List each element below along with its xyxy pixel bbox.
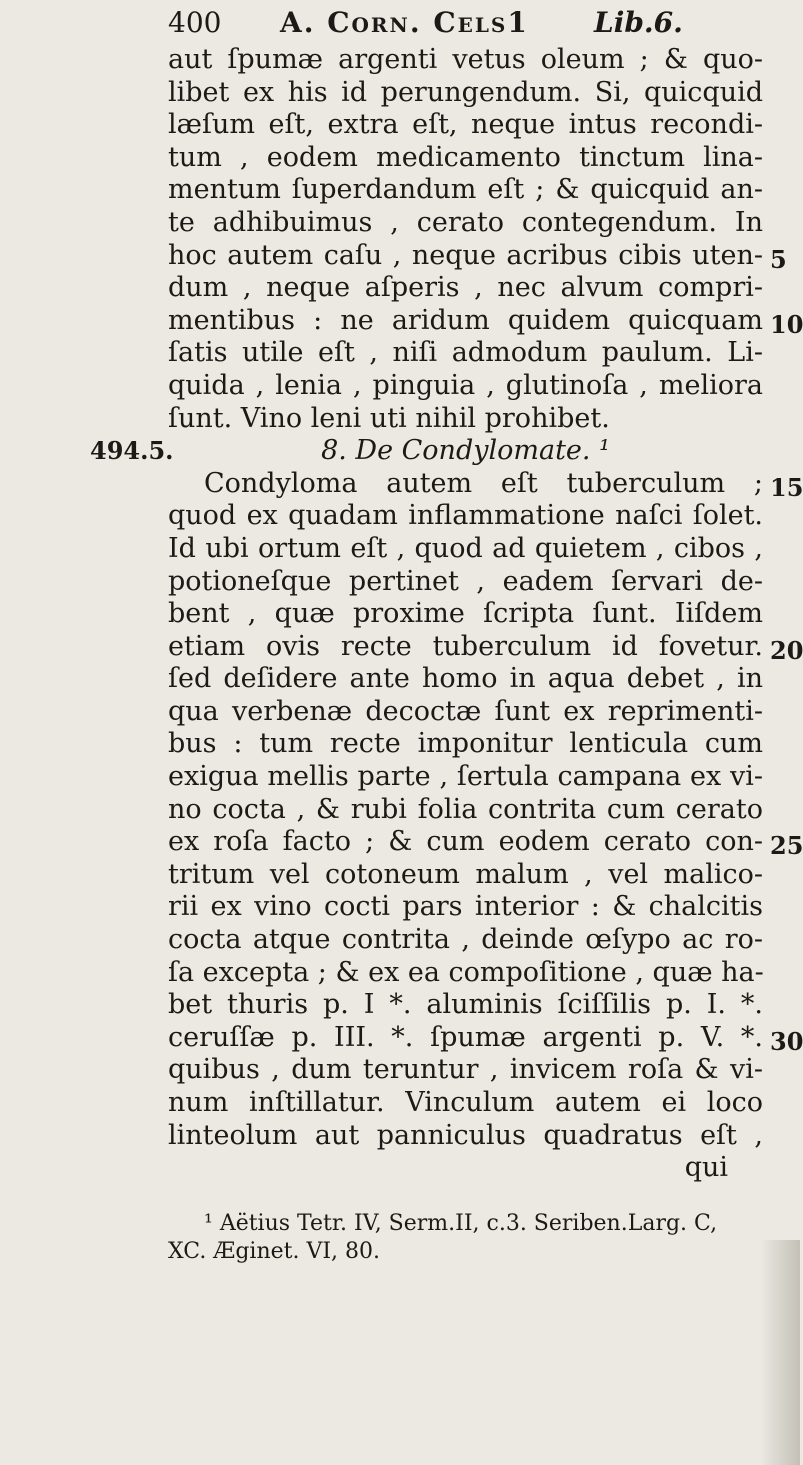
text-line: quod ex quadam inflammatione naſci ſolet.: [168, 500, 763, 532]
text-line: exigua mellis parte , ſertula campana ex vi-: [168, 761, 763, 793]
body-text: [168, 44, 763, 1185]
text-line: Condyloma autem eſt tuberculum ;: [204, 467, 763, 499]
text-line: ſatis utile eſt , niſi admodum paulum. Li-: [168, 337, 763, 369]
section-heading: 8. De Condylomate. ¹: [321, 435, 610, 467]
line-number-5: 5: [770, 245, 787, 274]
text-line: quibus , dum teruntur , invicem roſa & vi-: [168, 1054, 763, 1086]
text-line: etiam ovis recte tuberculum id fovetur.: [168, 630, 763, 662]
text-line: aut ſpumæ argenti vetus oleum ; & quo-: [168, 44, 763, 75]
book-reference: Lib.6.: [594, 6, 683, 39]
line-number-15: 15: [770, 473, 803, 502]
text-line: ſa excepta ; & ex ea compoſitione , quæ ha-: [168, 956, 764, 988]
text-line: tum , eodem medicamento tinctum lina-: [168, 141, 763, 173]
footnote-line: ¹ Aëtius Tetr. IV, Serm.II, c.3. Seriben.Larg. C,: [204, 1211, 718, 1236]
text-line: potioneſque pertinet , eadem ſervari de-: [168, 565, 763, 597]
page-edge-shadow: [760, 1240, 800, 1465]
text-line: mentibus : ne aridum quidem quicquam: [168, 304, 763, 336]
text-line: libet ex his id perungendum. Si, quicquid: [168, 76, 763, 108]
text-line: linteolum aut panniculus quadratus eſt ,: [168, 1119, 763, 1151]
text-line: mentum ſuperdandum eſt ; & quicquid an-: [168, 174, 763, 206]
text-line: rii ex vino cocti pars interior : & chalcitis: [168, 891, 763, 923]
page-number: 400: [168, 6, 222, 39]
footnote-line: XC. Æginet. VI, 80.: [168, 1239, 381, 1264]
running-title: A. Corn. Cels1: [280, 6, 529, 39]
text-line: ſed deſidere ante homo in aqua debet , in: [168, 663, 763, 695]
margin-reference: 494.5.: [90, 436, 174, 465]
text-line: Id ubi ortum eſt , quod ad quietem , cibos ,: [168, 532, 763, 564]
text-line: te adhibuimus , cerato contegendum. In: [168, 206, 763, 238]
text-line: bet thuris p. I *. aluminis ſciſſilis p. I. *.: [168, 989, 763, 1021]
text-line: ceruſſæ p. III. *. ſpumæ argenti p. V. *.: [168, 1021, 763, 1053]
line-number-10: 10: [770, 310, 803, 339]
text-line: cocta atque contrita , deinde œſypo ac ro-: [168, 924, 763, 956]
text-line: quida , lenia , pinguia , glutinoſa , meliora: [168, 369, 763, 401]
line-number-20: 20: [770, 636, 803, 665]
text-line: hoc autem caſu , neque acribus cibis uten-: [168, 239, 763, 271]
text-line: tritum vel cotoneum malum , vel malico-: [168, 858, 763, 890]
text-line: læſum eſt, extra eſt, neque intus recondi-: [168, 109, 763, 141]
text-line: bent , quæ proxime ſcripta ſunt. Iiſdem: [168, 598, 763, 630]
text-line: dum , neque aſperis , nec alvum compri-: [168, 272, 763, 304]
catchword: qui: [684, 1152, 728, 1184]
line-number-30: 30: [770, 1027, 803, 1056]
line-number-25: 25: [770, 831, 803, 860]
footnote: [168, 1210, 728, 1266]
text-line: no cocta , & rubi folia contrita cum cerato: [168, 793, 763, 825]
text-line: ſunt. Vino leni uti nihil prohibet.: [168, 402, 610, 434]
text-line: ex roſa facto ; & cum eodem cerato con-: [168, 826, 763, 858]
text-line: qua verbenæ decoctæ ſunt ex reprimenti-: [168, 695, 763, 727]
text-line: bus : tum recte imponitur lenticula cum: [168, 728, 763, 760]
text-line: num inſtillatur. Vinculum autem ei loco: [168, 1087, 763, 1118]
